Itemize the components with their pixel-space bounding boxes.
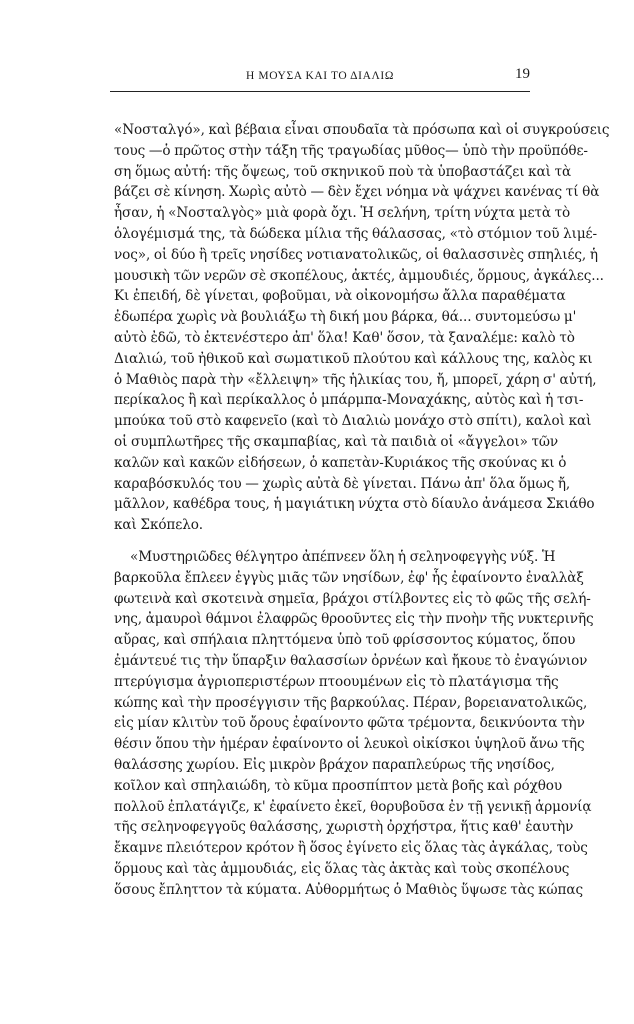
- text-line: βάζει σὲ κίνηση. Χωρὶς αὐτὸ — δὲν ἔχει νόημα νὰ ψάχνει κανένας τί θὰ: [114, 184, 600, 201]
- text-line: μπούκα τοῦ στὸ καφενεῖο (καὶ τὸ Διαλιὼ μονάχο στὸ σπίτι), καλοὶ καὶ: [114, 413, 592, 430]
- text-line: Κι ἐπειδή, δὲ γίνεται, φοβοῦμαι, νὰ οἰκονομήσω ἄλλα παραθέματα: [114, 288, 566, 305]
- text-line: καλῶν καὶ κακῶν εἰδήσεων, ὁ καπετὰν-Κυριάκος τῆς σκούνας κι ὁ: [114, 454, 567, 471]
- paragraph: [114, 547, 594, 901]
- paragraph: [114, 120, 610, 536]
- text-line: κώπης καὶ τὴν προσέγγισιν τῆς βαρκούλας. Πέραν, βορειανατολικῶς,: [114, 694, 588, 711]
- text-line: περίκαλος ἢ καὶ περίκαλλος ὁ μπάρμπα-Μοναχάκης, αὐτὸς καὶ ἡ τσι-: [114, 392, 584, 409]
- text-line: «Νοσταλγό», καὶ βέβαια εἶναι σπουδαῖα τὰ πρόσωπα καὶ οἱ συγκρούσεις: [114, 122, 610, 138]
- text-line: ὁ Μαθιὸς παρὰ τὴν «ἔλλειψη» τῆς ἡλικίας του, ἤ, μπορεῖ, χάρη σ' αὐτή,: [114, 371, 597, 388]
- text-line: ἦσαν, ἡ «Νοσταλγὸς» μιὰ φορὰ ὄχι. Ἡ σελήνη, τρίτη νύχτα μετὰ τὸ: [114, 205, 571, 222]
- text-line: πολλοῦ ἐπλατάγιζε, κ' ἐφαίνετο ἐκεῖ, θορυβοῦσα ἐν τῇ γενικῇ ἁρμονίᾳ: [114, 798, 592, 815]
- text-line: ὁλογέμισμά της, τὰ δώδεκα μίλια τῆς θάλασσας, «τὸ στόμιον τοῦ λιμέ-: [114, 225, 597, 242]
- text-line: ὅσους ἔπληττον τὰ κύματα. Αὐθορμήτως ὁ Μαθιὸς ὕψωσε τὰς κώπας: [114, 881, 583, 898]
- text-line: αὔρας, καὶ σπήλαια πληττόμενα ὑπὸ τοῦ φρίσσοντος κύματος, ὅπου: [114, 632, 576, 649]
- text-line: τους —ὁ πρῶτος στὴν τάξη τῆς τραγωδίας μῦθος— ὑπὸ τὴν προϋπόθε-: [114, 142, 588, 159]
- text-line: «Μυστηριῶδες θέλγητρο ἀπέπνεεν ὅλη ἡ σεληνοφεγγὴς νύξ. Ἡ: [130, 548, 556, 565]
- running-title: Η ΜΟΥΣΑ ΚΑΙ ΤΟ ΔΙΑΛΙΩ: [246, 70, 394, 82]
- text-line: ὅρμους καὶ τὰς ἀμμουδιάς, εἰς ὅλας τὰς ἀκτὰς καὶ τοὺς σκοπέλους: [114, 860, 570, 877]
- header-rule: [110, 91, 530, 92]
- text-line: τῆς σεληνοφεγγοῦς θαλάσσης, χωριστὴ ὀρχήστρα, ἥτις καθ' ἑαυτὴν: [114, 819, 574, 836]
- text-line: οἱ συμπλωτῆρες τῆς σκαμπαβίας, καὶ τὰ παιδιὰ οἱ «ἄγγελοι» τῶν: [114, 433, 559, 450]
- text-line: φωτεινὰ καὶ σκοτεινὰ σημεῖα, βράχοι στίλβοντες εἰς τὸ φῶς τῆς σελή-: [114, 590, 591, 607]
- text-line: πτερύγισμα ἀγριοπεριστέρων πτοουμένων εἰς τὸ πλατάγισμα τῆς: [114, 673, 559, 690]
- text-line: καὶ Σκόπελο.: [114, 517, 204, 534]
- text-line: μουσικὴ τῶν νερῶν σὲ σκοπέλους, ἀκτές, ἀμμουδιές, ὅρμους, ἀγκάλες...: [114, 267, 604, 284]
- text-line: βαρκοῦλα ἔπλεεν ἐγγὺς μιᾶς τῶν νησίδων, ἐφ' ἧς ἐφαίνοντο ἐναλλὰξ: [114, 569, 584, 586]
- text-line: νης, ἀμαυροὶ θάμνοι ἐλαφρῶς θροοῦντες εἰς τὴν πνοὴν τῆς νυκτερινῆς: [114, 611, 594, 628]
- text-line: ἐμάντευέ τις τὴν ὕπαρξιν θαλασσίων ὀρνέων καὶ ἤκουε τὸ ἐναγώνιον: [114, 652, 588, 669]
- text-line: ἔκαμνε πλειότερον κρότον ἢ ὅσος ἐγίνετο εἰς ὅλας τὰς ἀγκάλας, τοὺς: [114, 840, 588, 857]
- text-line: θαλάσσης χωρίου. Εἰς μικρὸν βράχον παραπλεύρως τῆς νησίδος,: [114, 756, 555, 773]
- body-text: [114, 120, 610, 900]
- text-line: κοῖλον καὶ σπηλαιώδη, τὸ κῦμα προσπίπτον μετὰ βοῆς καὶ ρόχθου: [114, 777, 563, 794]
- text-line: εἰς μίαν κλιτὺν τοῦ ὄρους ἐφαίνοντο φῶτα τρέμοντα, δεικνύοντα τὴν: [114, 715, 585, 732]
- text-line: θέσιν ὅπου τὴν ἡμέραν ἐφαίνοντο οἱ λευκοὶ οἰκίσκοι ὑψηλοῦ ἄνω τῆς: [114, 736, 585, 753]
- text-line: ἐδωπέρα χωρὶς νὰ βουλιάξω τὴ δική μου βάρκα, θά... συντομεύσω μ': [114, 309, 577, 326]
- page-number: 19: [515, 66, 530, 82]
- text-line: Διαλιώ, τοῦ ἠθικοῦ καὶ σωματικοῦ πλούτου καὶ κάλλους της, καλὸς κι: [114, 350, 593, 367]
- running-head: [110, 68, 530, 88]
- text-line: μᾶλλον, καθέδρα τους, ἡ μαγιάτικη νύχτα στὸ δίαυλο ἀνάμεσα Σκιάθο: [114, 496, 595, 513]
- text-line: νος», οἱ δύο ἢ τρεῖς νησίδες νοτιανατολικῶς, οἱ θαλασσινὲς σπηλιές, ἡ: [114, 246, 598, 263]
- text-line: ση ὅμως αὐτή: τῆς ὄψεως, τοῦ σκηνικοῦ ποὺ τὰ ὑποβαστάζει καὶ τὰ: [114, 163, 572, 180]
- text-line: καραβόσκυλός του — χωρὶς αὐτὰ δὲ γίνεται. Πάνω ἀπ' ὅλα ὅμως ἤ,: [114, 475, 571, 492]
- text-line: αὐτὸ ἐδῶ, τὸ ἐκτενέστερο ἀπ' ὅλα! Καθ' ὅσον, τὰ ξαναλέμε: καλὸ τὸ: [114, 329, 575, 346]
